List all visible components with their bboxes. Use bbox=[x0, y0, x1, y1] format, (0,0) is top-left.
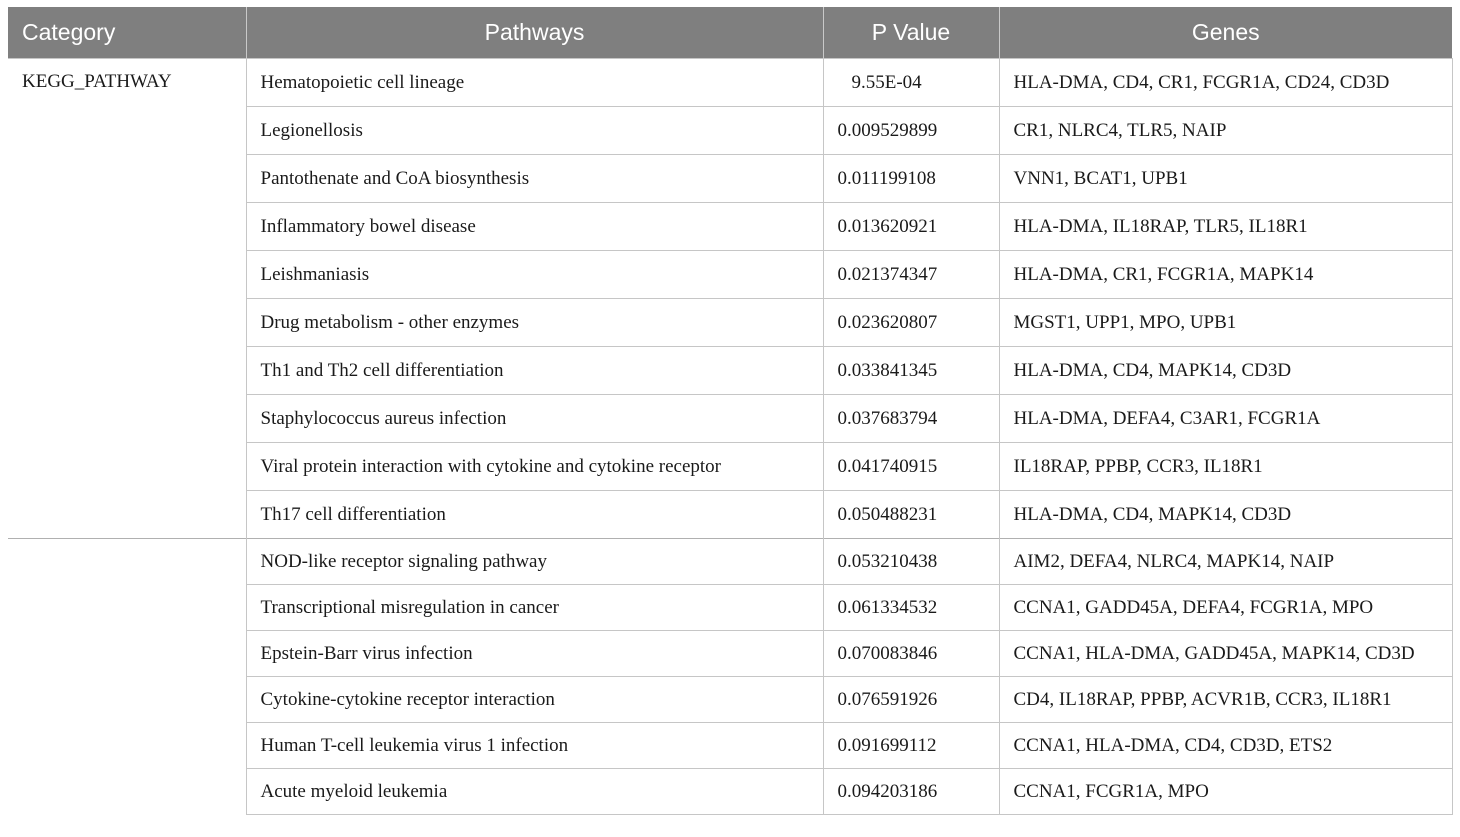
genes-cell: HLA-DMA, CR1, FCGR1A, MAPK14 bbox=[999, 251, 1452, 299]
p-value-cell: 0.061334532 bbox=[823, 585, 999, 631]
pathway-cell: Epstein-Barr virus infection bbox=[246, 631, 823, 677]
pathway-cell: Legionellosis bbox=[246, 107, 823, 155]
p-value-cell: 0.009529899 bbox=[823, 107, 999, 155]
table-row bbox=[8, 539, 1452, 585]
genes-cell: CCNA1, GADD45A, DEFA4, FCGR1A, MPO bbox=[999, 585, 1452, 631]
p-value-cell: 0.053210438 bbox=[823, 539, 999, 585]
genes-cell: HLA-DMA, DEFA4, C3AR1, FCGR1A bbox=[999, 395, 1452, 443]
genes-cell: HLA-DMA, CD4, MAPK14, CD3D bbox=[999, 347, 1452, 395]
genes-cell: AIM2, DEFA4, NLRC4, MAPK14, NAIP bbox=[999, 539, 1452, 585]
pathway-cell: Th1 and Th2 cell differentiation bbox=[246, 347, 823, 395]
genes-cell: HLA-DMA, CD4, MAPK14, CD3D bbox=[999, 491, 1452, 539]
genes-cell: VNN1, BCAT1, UPB1 bbox=[999, 155, 1452, 203]
p-value-cell: 0.013620921 bbox=[823, 203, 999, 251]
genes-cell: CD4, IL18RAP, PPBP, ACVR1B, CCR3, IL18R1 bbox=[999, 677, 1452, 723]
pathway-cell: Staphylococcus aureus infection bbox=[246, 395, 823, 443]
category-cell: KEGG_PATHWAY bbox=[8, 59, 246, 539]
p-value-cell: 0.070083846 bbox=[823, 631, 999, 677]
genes-cell: CR1, NLRC4, TLR5, NAIP bbox=[999, 107, 1452, 155]
p-value-cell: 0.076591926 bbox=[823, 677, 999, 723]
pathway-table bbox=[8, 7, 1453, 815]
pathway-cell: Human T-cell leukemia virus 1 infection bbox=[246, 723, 823, 769]
pathway-cell: Viral protein interaction with cytokine and cytokine receptor bbox=[246, 443, 823, 491]
table-row bbox=[8, 59, 1452, 107]
pathway-cell: Hematopoietic cell lineage bbox=[246, 59, 823, 107]
category-cell-empty bbox=[8, 539, 246, 815]
genes-cell: HLA-DMA, CD4, CR1, FCGR1A, CD24, CD3D bbox=[999, 59, 1452, 107]
p-value-cell: 0.033841345 bbox=[823, 347, 999, 395]
genes-cell: CCNA1, HLA-DMA, GADD45A, MAPK14, CD3D bbox=[999, 631, 1452, 677]
header-p-value: P Value bbox=[823, 7, 999, 59]
pathway-cell: Transcriptional misregulation in cancer bbox=[246, 585, 823, 631]
p-value-cell: 0.091699112 bbox=[823, 723, 999, 769]
pathway-cell: Leishmaniasis bbox=[246, 251, 823, 299]
pathway-cell: Pantothenate and CoA biosynthesis bbox=[246, 155, 823, 203]
p-value-cell: 0.037683794 bbox=[823, 395, 999, 443]
p-value-cell: 0.050488231 bbox=[823, 491, 999, 539]
pathway-cell: NOD-like receptor signaling pathway bbox=[246, 539, 823, 585]
header-category: Category bbox=[8, 7, 246, 59]
pathway-cell: Drug metabolism - other enzymes bbox=[246, 299, 823, 347]
pathway-table-container bbox=[8, 7, 1452, 815]
p-value-cell: 0.011199108 bbox=[823, 155, 999, 203]
header-genes: Genes bbox=[999, 7, 1452, 59]
pathway-cell: Th17 cell differentiation bbox=[246, 491, 823, 539]
p-value-cell: 0.094203186 bbox=[823, 769, 999, 815]
genes-cell: HLA-DMA, IL18RAP, TLR5, IL18R1 bbox=[999, 203, 1452, 251]
genes-cell: CCNA1, FCGR1A, MPO bbox=[999, 769, 1452, 815]
genes-cell: IL18RAP, PPBP, CCR3, IL18R1 bbox=[999, 443, 1452, 491]
genes-cell: CCNA1, HLA-DMA, CD4, CD3D, ETS2 bbox=[999, 723, 1452, 769]
p-value-cell: 9.55E-04 bbox=[823, 59, 999, 107]
pathway-cell: Cytokine-cytokine receptor interaction bbox=[246, 677, 823, 723]
p-value-cell: 0.021374347 bbox=[823, 251, 999, 299]
header-row bbox=[8, 7, 1452, 59]
genes-cell: MGST1, UPP1, MPO, UPB1 bbox=[999, 299, 1452, 347]
pathway-cell: Inflammatory bowel disease bbox=[246, 203, 823, 251]
p-value-cell: 0.023620807 bbox=[823, 299, 999, 347]
pathway-cell: Acute myeloid leukemia bbox=[246, 769, 823, 815]
p-value-cell: 0.041740915 bbox=[823, 443, 999, 491]
header-pathways: Pathways bbox=[246, 7, 823, 59]
